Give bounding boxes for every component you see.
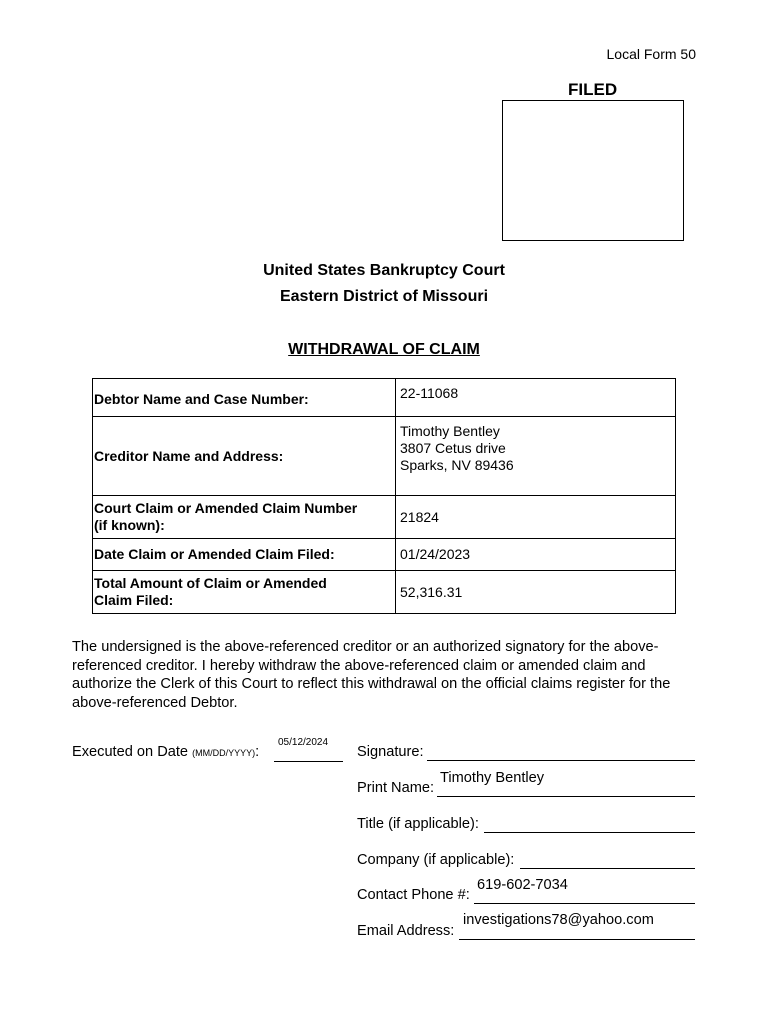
executed-date-label bbox=[72, 744, 259, 760]
filed-label: FILED bbox=[568, 80, 618, 99]
filed-stamp-box bbox=[502, 100, 684, 241]
debtor-label: Debtor Name and Case Number: bbox=[93, 379, 396, 417]
creditor-label: Creditor Name and Address: bbox=[93, 417, 396, 496]
title-label: Title (if applicable): bbox=[357, 816, 479, 832]
table-row bbox=[93, 571, 676, 614]
claim-number-label bbox=[93, 496, 396, 539]
claim-details-table bbox=[92, 378, 676, 614]
company-field[interactable] bbox=[520, 868, 695, 869]
contact-phone-label: Contact Phone #: bbox=[357, 887, 470, 903]
creditor-city: Sparks, NV 89436 bbox=[400, 457, 514, 473]
creditor-name: Timothy Bentley bbox=[400, 423, 500, 439]
amount-value: 52,316.31 bbox=[396, 571, 676, 614]
print-name-value: Timothy Bentley bbox=[440, 770, 545, 786]
print-name-label: Print Name: bbox=[357, 780, 435, 796]
contact-phone-field[interactable] bbox=[474, 903, 695, 904]
executed-date-field[interactable] bbox=[274, 761, 343, 762]
creditor-value bbox=[396, 417, 676, 496]
table-row bbox=[93, 379, 676, 417]
executed-date-colon: : bbox=[255, 744, 260, 760]
contact-phone-value: 619-602-7034 bbox=[477, 877, 568, 893]
local-form-number: Local Form 50 bbox=[606, 46, 696, 62]
print-name-field[interactable] bbox=[437, 796, 695, 797]
creditor-street: 3807 Cetus drive bbox=[400, 440, 506, 456]
company-label: Company (if applicable): bbox=[357, 852, 515, 868]
table-row bbox=[93, 539, 676, 571]
signature-field[interactable] bbox=[427, 760, 695, 761]
table-row bbox=[93, 496, 676, 539]
claim-number-value: 21824 bbox=[396, 496, 676, 539]
court-district: Eastern District of Missouri bbox=[279, 288, 489, 305]
debtor-value: 22-11068 bbox=[396, 379, 676, 417]
amount-label-line1: Total Amount of Claim or Amended bbox=[94, 575, 327, 591]
email-value: investigations78@yahoo.com bbox=[463, 912, 654, 928]
executed-date-value: 05/12/2024 bbox=[278, 737, 329, 748]
signature-label: Signature: bbox=[357, 744, 424, 760]
withdrawal-statement: The undersigned is the above-referenced creditor or an authorized signatory for the above-referenced creditor. I hereby withdraw the above-referenced claim or amended claim and authorize the Clerk of this Court to reflect this withdrawal on the official claims register for the above-referenced Debtor. bbox=[72, 639, 671, 711]
date-filed-label: Date Claim or Amended Claim Filed: bbox=[93, 539, 396, 571]
amount-label bbox=[93, 571, 396, 614]
date-format-hint: (MM/DD/YYYY) bbox=[192, 748, 256, 758]
court-name: United States Bankruptcy Court bbox=[263, 262, 505, 279]
amount-label-line2: Claim Filed: bbox=[94, 592, 174, 608]
title-field[interactable] bbox=[484, 832, 695, 833]
table-row bbox=[93, 417, 676, 496]
date-filed-value: 01/24/2023 bbox=[396, 539, 676, 571]
document-title: WITHDRAWAL OF CLAIM bbox=[288, 341, 480, 358]
email-field[interactable] bbox=[459, 939, 695, 940]
email-label: Email Address: bbox=[357, 923, 455, 939]
claim-number-label-line2: (if known): bbox=[94, 517, 165, 533]
claim-number-label-line1: Court Claim or Amended Claim Number bbox=[94, 500, 358, 516]
executed-date-text: Executed on Date bbox=[72, 744, 189, 760]
